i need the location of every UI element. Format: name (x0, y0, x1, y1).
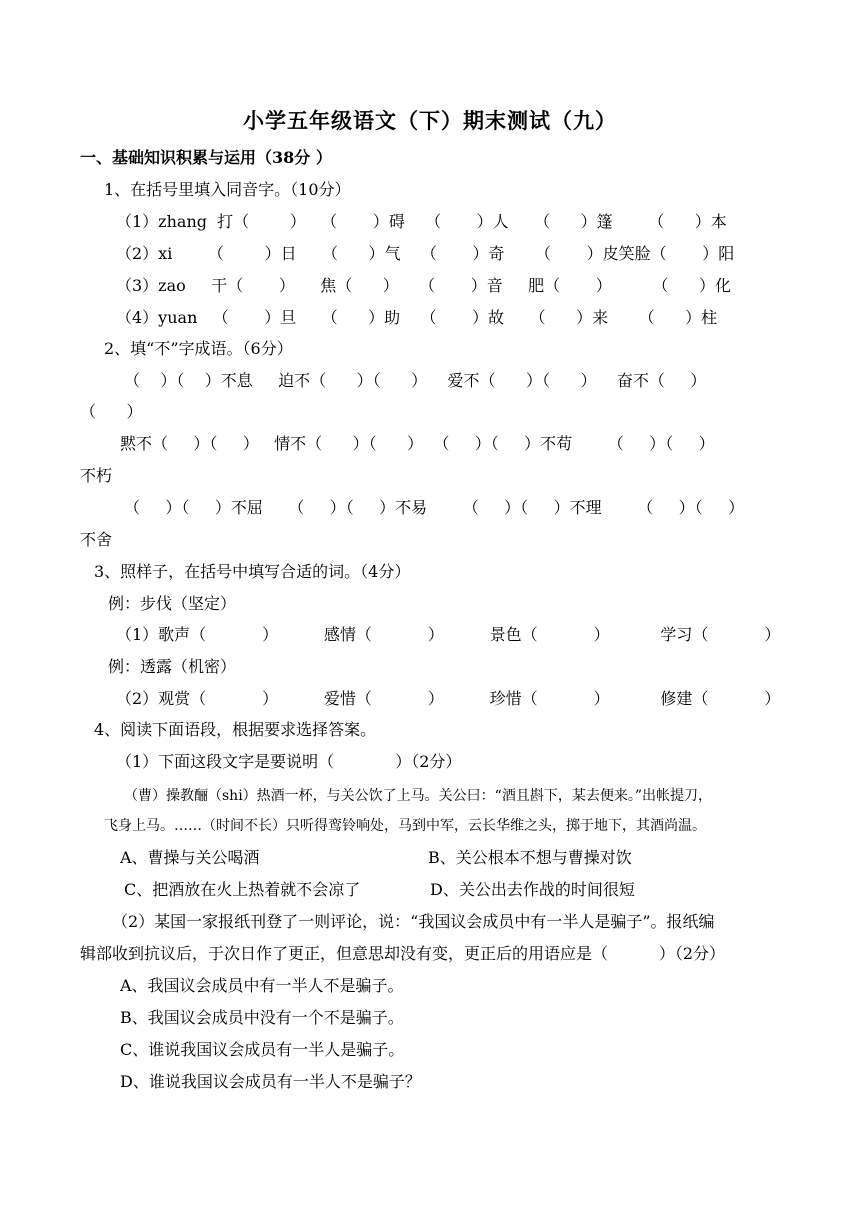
q4-choice: B、我国议会成员中没有一个不是骗子。 (120, 1008, 404, 1027)
q4-option-c: C、把酒放在火上热着就不会凉了 (124, 880, 361, 899)
q4-choice: D、谁说我国议会成员有一半人不是骗子？ (120, 1072, 421, 1091)
q2-line: （ ） (80, 402, 143, 421)
section-heading-score: 38 (272, 148, 295, 167)
q2-line: 不朽 (80, 466, 113, 485)
q2-line: 黙不（ ）（ ） 情不（ ）（ ） （ ）（ ）不苟 （ ）（ ） (120, 434, 715, 453)
q1-row: （3）zao 干（ ） 焦（ ） （ ）音 肥（ ） （ ）化 (116, 276, 731, 295)
page-title: 小学五年级语文（下）期末测试（九） (243, 108, 617, 133)
q4-sub2: 辑部收到抗议后，于次日作了更正，但意思却没有变，更正后的用语应是（ ）（2分） (80, 944, 726, 963)
q1-row: （1）zhang 打（ ） （ ）碍 （ ）人 （ ）篷 （ ）本 (116, 212, 727, 231)
q2-line: （ ）（ ）不息 迫不（ ）（ ） 爱不（ ）（ ） 奋不（ ） (124, 371, 707, 390)
q4-option-a: A、曹操与关公喝酒 (120, 848, 260, 867)
section-heading-prefix: 一、基础知识积累与运用（ (80, 148, 273, 167)
q3-heading: 3、照样子，在括号中填写合适的词。（4分） (94, 562, 411, 581)
q4-heading: 4、阅读下面语段，根据要求选择答案。 (94, 720, 377, 739)
q1-heading: 1、在括号里填入同音字。（10分） (104, 180, 351, 199)
q3-example: 例：透露（机密） (108, 657, 237, 676)
q4-passage: 飞身上马。……（时间不长）只听得鸾铃响处，马到中军，云长华维之头，掷于地下，其酒尚温。 (104, 818, 706, 834)
q2-heading: 2、填“不”字成语。（6分） (104, 339, 293, 358)
q1-row: （4）yuan （ ）旦 （ ）助 （ ）故 （ ）来 （ ）柱 (116, 308, 718, 327)
q4-sub1: （1）下面这段文字是要说明（ ）（2分） (116, 752, 462, 771)
q1-row: （2）xi （ ）日 （ ）气 （ ）奇 （ ）皮笑脸（ ）阳 (116, 244, 735, 263)
q3-row: （2）观赏（ ） 爱惜（ ） 珍惜（ ） 修建（ ） (116, 689, 781, 708)
q4-sub2: （2）某国一家报纸刊登了一则评论，说：“我国议会成员中有一半人是骗子”。报纸编 (112, 912, 715, 931)
q3-example: 例：步伐（坚定） (108, 594, 237, 613)
q4-option-b: B、关公根本不想与曹操对饮 (428, 848, 632, 867)
q4-choice: C、谁说我国议会成员有一半人是骗子。 (120, 1040, 405, 1059)
q2-line: （ ）（ ）不屈 （ ）（ ）不易 （ ）（ ）不理 （ ）（ ） (124, 498, 745, 517)
q4-passage: （曹）操教酾（shi）热酒一杯，与关公饮了上马。关公曰：“酒且斟下，某去便来。”出帐提刀， (124, 788, 712, 804)
q2-line: 不舍 (80, 530, 113, 549)
section-heading (80, 148, 332, 168)
q4-option-d: D、关公出去作战的时间很短 (430, 880, 635, 899)
q3-row: （1）歌声（ ） 感情（ ） 景色（ ） 学习（ ） (116, 625, 781, 644)
section-heading-suffix: 分 ） (294, 148, 332, 167)
q4-choice: A、我国议会成员中有一半人不是骗子。 (120, 976, 404, 995)
